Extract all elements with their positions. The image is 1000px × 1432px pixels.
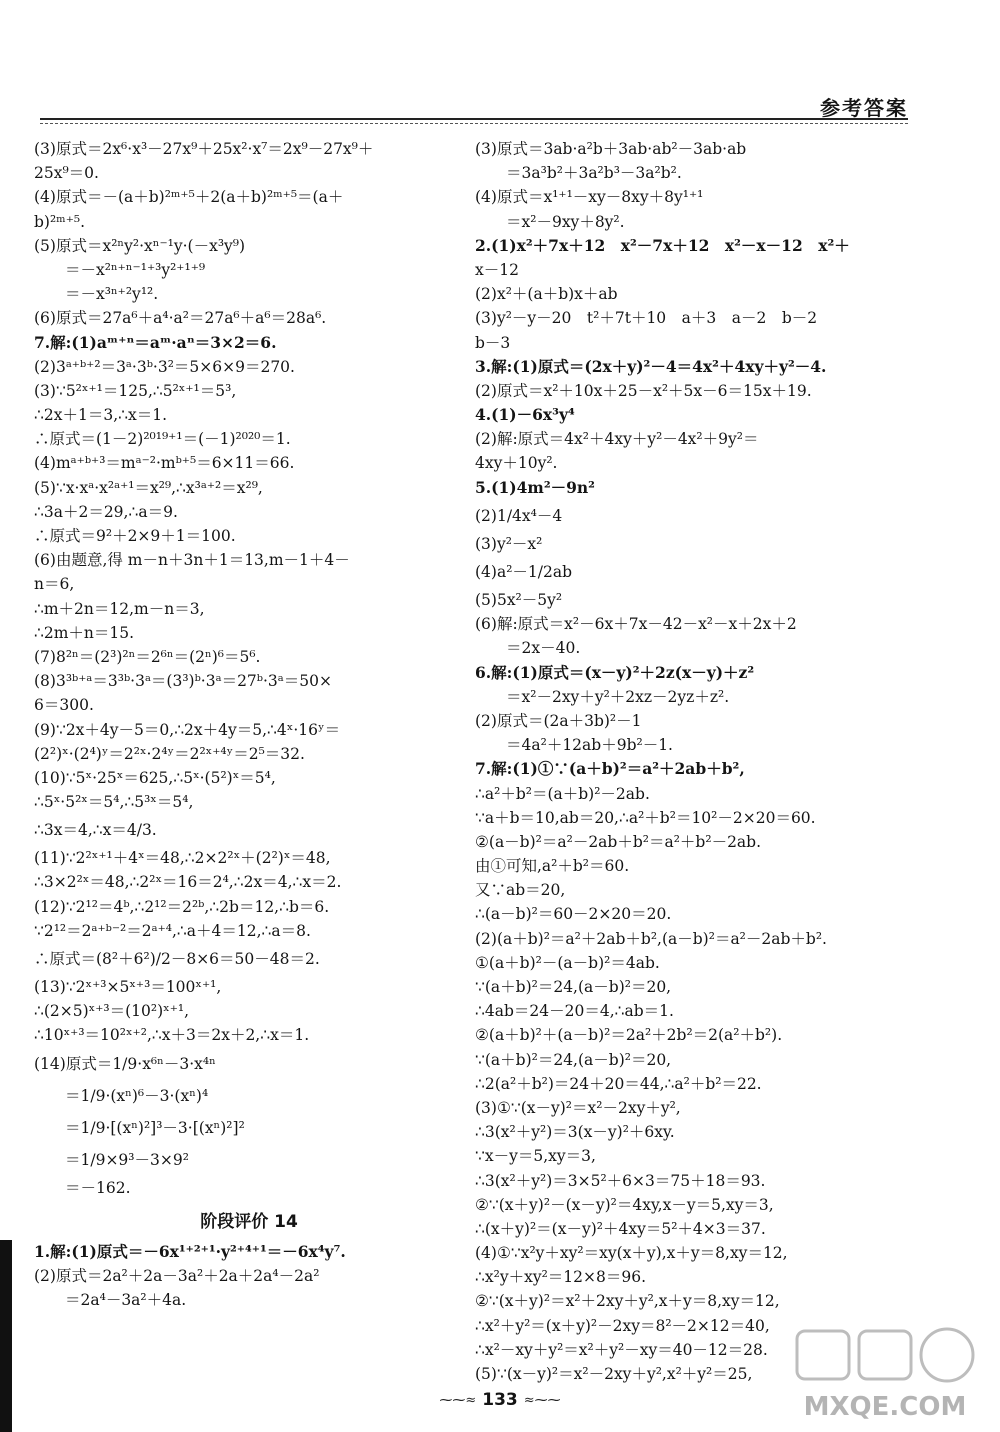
header-rule-dashed [40,123,908,124]
answer-line: ∴原式＝9²＋2×9＋1＝100. [34,527,236,545]
answer-line: 由①可知,a²＋b²＝60. [475,857,630,876]
answer-line: (3)y²－y－20 t²＋7t＋10 a＋3 a－2 b－2 [475,309,818,328]
answer-line: (3)原式＝3ab·a²b＋3ab·ab²－3ab·ab [475,140,747,158]
answer-line: ∴3×2²ˣ＝48,∴2²ˣ＝16＝2⁴,∴2x＝4,∴x＝2. [34,873,342,892]
answer-line: ∴2m＋n＝15. [34,623,135,642]
answer-line: ②∵(x＋y)²－(x－y)²＝4xy,x－y＝5,xy＝3, [475,1195,774,1214]
answer-line: 1.解:(1)原式＝－6x¹⁺²⁺¹·y²⁺⁴⁺¹＝－6x⁴y⁷. [34,1241,346,1261]
section-title: 阶段评价 14 [200,1211,298,1232]
answer-line: ∴m＋2n＝12,m－n＝3, [34,599,205,618]
answer-line: (13)∵2ˣ⁺³×5ˣ⁺³＝100ˣ⁺¹, [34,978,222,996]
answer-line: (2)(a＋b)²＝a²＋2ab＋b²,(a－b)²＝a²－2ab＋b². [475,929,827,948]
answer-line: ∴2(a²＋b²)＝24＋20＝44,∴a²＋b²＝22. [475,1074,762,1093]
answer-line: (4)①∵x²y＋xy²＝xy(x＋y),x＋y＝8,xy＝12, [475,1244,788,1263]
answer-line: ＝1/9×9³－3×9² [34,1150,189,1169]
answer-line: ∴a²＋b²＝(a＋b)²－2ab. [475,784,650,803]
answer-line: (2)解:原式＝4x²＋4xy＋y²－4x²＋9y²＝ [475,430,759,449]
answer-line: ＝x²－9xy＋8y². [475,212,625,231]
answer-line: (9)∵2x＋4y－5＝0,∴2x＋4y＝5,∴4ˣ·16ʸ＝ [34,720,341,739]
answer-line: (3)原式＝2x⁶·x³－27x⁹＋25x²·x⁷＝2x⁹－27x⁹＋ [34,140,374,158]
answer-line: (3)①∵(x－y)²＝x²－2xy＋y², [475,1098,681,1117]
answer-line: 6.解:(1)原式＝(x－y)²＋2z(x－y)＋z² [475,662,755,682]
answer-line: n＝6, [34,575,75,594]
answer-line: ＝1/9·[(xⁿ)²]³－3·[(xⁿ)²]² [34,1118,245,1137]
answer-line: ∴4ab＝24－20＝4,∴ab＝1. [475,1002,674,1021]
right-column [475,137,905,1383]
answer-line: (2)1/4x⁴－4 [475,506,563,525]
answer-line: (8)3³ᵇ⁺ᵃ＝3³ᵇ·3ᵃ＝(3³)ᵇ·3ᵃ＝27ᵇ·3ᵃ＝50× [34,672,332,691]
answer-line: ∴3a＋2＝29,∴a＝9. [34,502,178,521]
answer-line: ②(a－b)²＝a²－2ab＋b²＝a²＋b²－2ab. [475,832,762,851]
answer-line: (2)原式＝x²＋10x＋25－x²＋5x－6＝15x＋19. [475,381,812,400]
answer-line: (12)∵2¹²＝4ᵇ,∴2¹²＝2²ᵇ,∴2b＝12,∴b＝6. [34,897,330,916]
answer-line: ①(a＋b)²－(a－b)²＝4ab. [475,953,660,972]
answer-line: b)²ᵐ⁺⁵. [34,212,86,231]
answer-line: ＝－162. [34,1178,131,1197]
watermark-url: MXQE.COM [803,1392,967,1422]
answer-line: ②(a＋b)²＋(a－b)²＝2a²＋2b²＝2(a²＋b²). [475,1026,783,1045]
answer-line: ＝2a⁴－3a²＋4a. [34,1291,187,1310]
footer-ornament-right: ≈⁓⁓ [523,1392,561,1408]
answer-line: (2)原式＝(2a＋3b)²－1 [475,711,642,730]
answer-line: ∴x²＋y²＝(x＋y)²－2xy＝8²－2×12＝40, [475,1316,770,1335]
answer-line: ∵2¹²＝2ᵃ⁺ᵇ⁻²＝2ᵃ⁺⁴,∴a＋4＝12,∴a＝8. [34,921,311,940]
answer-line: 5.(1)4m²－9n² [475,477,595,497]
answer-line: ＝x²－2xy＋y²＋2xz－2yz＋z². [475,687,730,706]
answer-line: ∴5ˣ·5²ˣ＝5⁴,∴5³ˣ＝5⁴, [34,793,194,812]
answer-line: 7.解:(1)①∵(a＋b)²＝a²＋2ab＋b², [475,759,745,779]
answer-line: ∵x－y＝5,xy＝3, [475,1147,596,1166]
answer-line: (4)原式＝－(a＋b)²ᵐ⁺⁵＋2(a＋b)²ᵐ⁺⁵＝(a＋ [34,188,344,207]
answer-line: (2)x²＋(a＋b)x＋ab [475,285,618,304]
answer-line: (5)∵(x－y)²＝x²－2xy＋y²,x²＋y²＝25, [475,1365,753,1383]
answer-line: b－3 [475,333,511,352]
answer-line: (6)原式＝27a⁶＋a⁴·a²＝27a⁶＋a⁶＝28a⁶. [34,309,327,328]
header-title: 参考答案 [820,96,908,120]
answer-line: ＝－x²ⁿ⁺ⁿ⁻¹⁺³y²⁺¹⁺⁹ [34,260,206,279]
answer-line: (6)解:原式＝x²－6x＋7x－42－x²－x＋2x＋2 [475,615,797,634]
answer-line: (3)∵5²ˣ⁺¹＝125,∴5²ˣ⁺¹＝5³, [34,381,237,400]
answer-line: ∵(a＋b)²＝24,(a－b)²＝20, [475,978,672,996]
answer-line: ∴2x＋1＝3,∴x＝1. [34,406,168,425]
answer-line: (2)原式＝2a²＋2a－3a²＋2a＋2a⁴－2a² [34,1266,320,1285]
answer-line: ∴3(x²＋y²)＝3(x－y)²＋6xy. [475,1123,675,1142]
answer-line: ∵(a＋b)²＝24,(a－b)²＝20, [475,1050,672,1069]
answer-line: (2)3ᵃ⁺ᵇ⁺²＝3ᵃ·3ᵇ·3²＝5×6×9＝270. [34,357,295,376]
header-rule [40,118,908,120]
answer-line: ＝3a³b²＋3a²b³－3a²b². [475,164,682,183]
answer-line: (2²)ˣ·(2⁴)ʸ＝2²ˣ·2⁴ʸ＝2²ˣ⁺⁴ʸ＝2⁵＝32. [34,744,305,763]
answer-line: (11)∵2²ˣ⁺¹＋4ˣ＝48,∴2×2²ˣ＋(2²)ˣ＝48, [34,849,331,868]
answer-line: (4)mᵃ⁺ᵇ⁺³＝mᵃ⁻²·mᵇ⁺⁵＝6×11＝66. [34,454,295,473]
answer-line: 3.解:(1)原式＝(2x＋y)²－4＝4x²＋4xy＋y²－4. [475,356,827,376]
answer-line: ∵a＋b＝10,ab＝20,∴a²＋b²＝10²－2×20＝60. [475,808,816,827]
answer-line: ∴3(x²＋y²)＝3×5²＋6×3＝75＋18＝93. [475,1171,766,1190]
answer-line: (4)a²－1/2ab [475,563,573,581]
answer-line: ∴x²－xy＋y²＝x²＋y²－xy＝40－12＝28. [475,1340,768,1359]
answer-line: (10)∵5ˣ·25ˣ＝625,∴5ˣ·(5²)ˣ＝5⁴, [34,768,276,787]
page-edge-bar [0,1240,12,1432]
answer-line: x－12 [475,260,519,279]
answer-line: ∴3x＝4,∴x＝4/3. [34,821,157,840]
answer-line: (4)原式＝x¹⁺¹－xy－8xy＋8y¹⁺¹ [475,188,704,207]
answer-line: ＝2x－40. [475,639,581,658]
answer-line: 6＝300. [34,696,94,715]
answer-line: (14)原式＝1/9·x⁶ⁿ－3·x⁴ⁿ [34,1054,216,1073]
watermark-logo [777,1323,992,1428]
answer-line: (5)原式＝x²ⁿy²·xⁿ⁻¹y·(－x³y⁹) [34,236,246,255]
answer-line: 4xy＋10y². [475,454,558,473]
answer-line: ②∵(x＋y)²＝x²＋2xy＋y²,x＋y＝8,xy＝12, [475,1292,780,1311]
answer-line: ∴原式＝(8²＋6²)/2－8×6＝50－48＝2. [34,950,320,968]
answer-line: 4.(1)－6x³y⁴ [475,405,575,425]
answer-line: (7)8²ⁿ＝(2³)²ⁿ＝2⁶ⁿ＝(2ⁿ)⁶＝5⁶. [34,647,261,666]
answer-line: 7.解:(1)aᵐ⁺ⁿ＝aᵐ·aⁿ＝3×2＝6. [34,332,277,352]
answer-line: (6)由题意,得 m－n＋3n＋1＝13,m－1＋4－ [34,551,350,570]
footer-ornament-left: ⁓⁓≈ [439,1392,477,1408]
answer-line: ∴x²y＋xy²＝12×8＝96. [475,1268,647,1287]
page-number: 133 [482,1390,518,1410]
answer-line: 25x⁹＝0. [34,164,99,183]
answer-line: 又∵ab＝20, [475,881,566,900]
answer-line: ＝－x³ⁿ⁺²y¹². [34,285,159,304]
answer-line: ∴原式＝(1－2)²⁰¹⁹⁺¹＝(－1)²⁰²⁰＝1. [34,430,291,449]
answer-line: 2.(1)x²＋7x＋12 x²－7x＋12 x²－x－12 x²＋ [475,235,850,255]
answer-line: (5)5x²－5y² [475,591,563,609]
answer-line: ＝4a²＋12ab＋9b²－1. [475,736,673,755]
answer-line: ∴(a－b)²＝60－2×20＝20. [475,905,672,924]
answer-line: (3)y²－x² [475,534,543,553]
answer-line: ∴(x＋y)²＝(x－y)²＋4xy＝5²＋4×3＝37. [475,1219,766,1238]
left-column [34,137,464,1352]
answer-line: ∴10ˣ⁺³＝10²ˣ⁺²,∴x＋3＝2x＋2,∴x＝1. [34,1026,310,1045]
page-footer [400,1385,600,1415]
answer-line: ＝1/9·(xⁿ)⁶－3·(xⁿ)⁴ [34,1086,209,1105]
answer-line: (5)∵x·xᵃ·x²ᵃ⁺¹＝x²⁹,∴x³ᵃ⁺²＝x²⁹, [34,478,263,497]
answer-line: ∴(2×5)ˣ⁺³＝(10²)ˣ⁺¹, [34,1002,190,1021]
